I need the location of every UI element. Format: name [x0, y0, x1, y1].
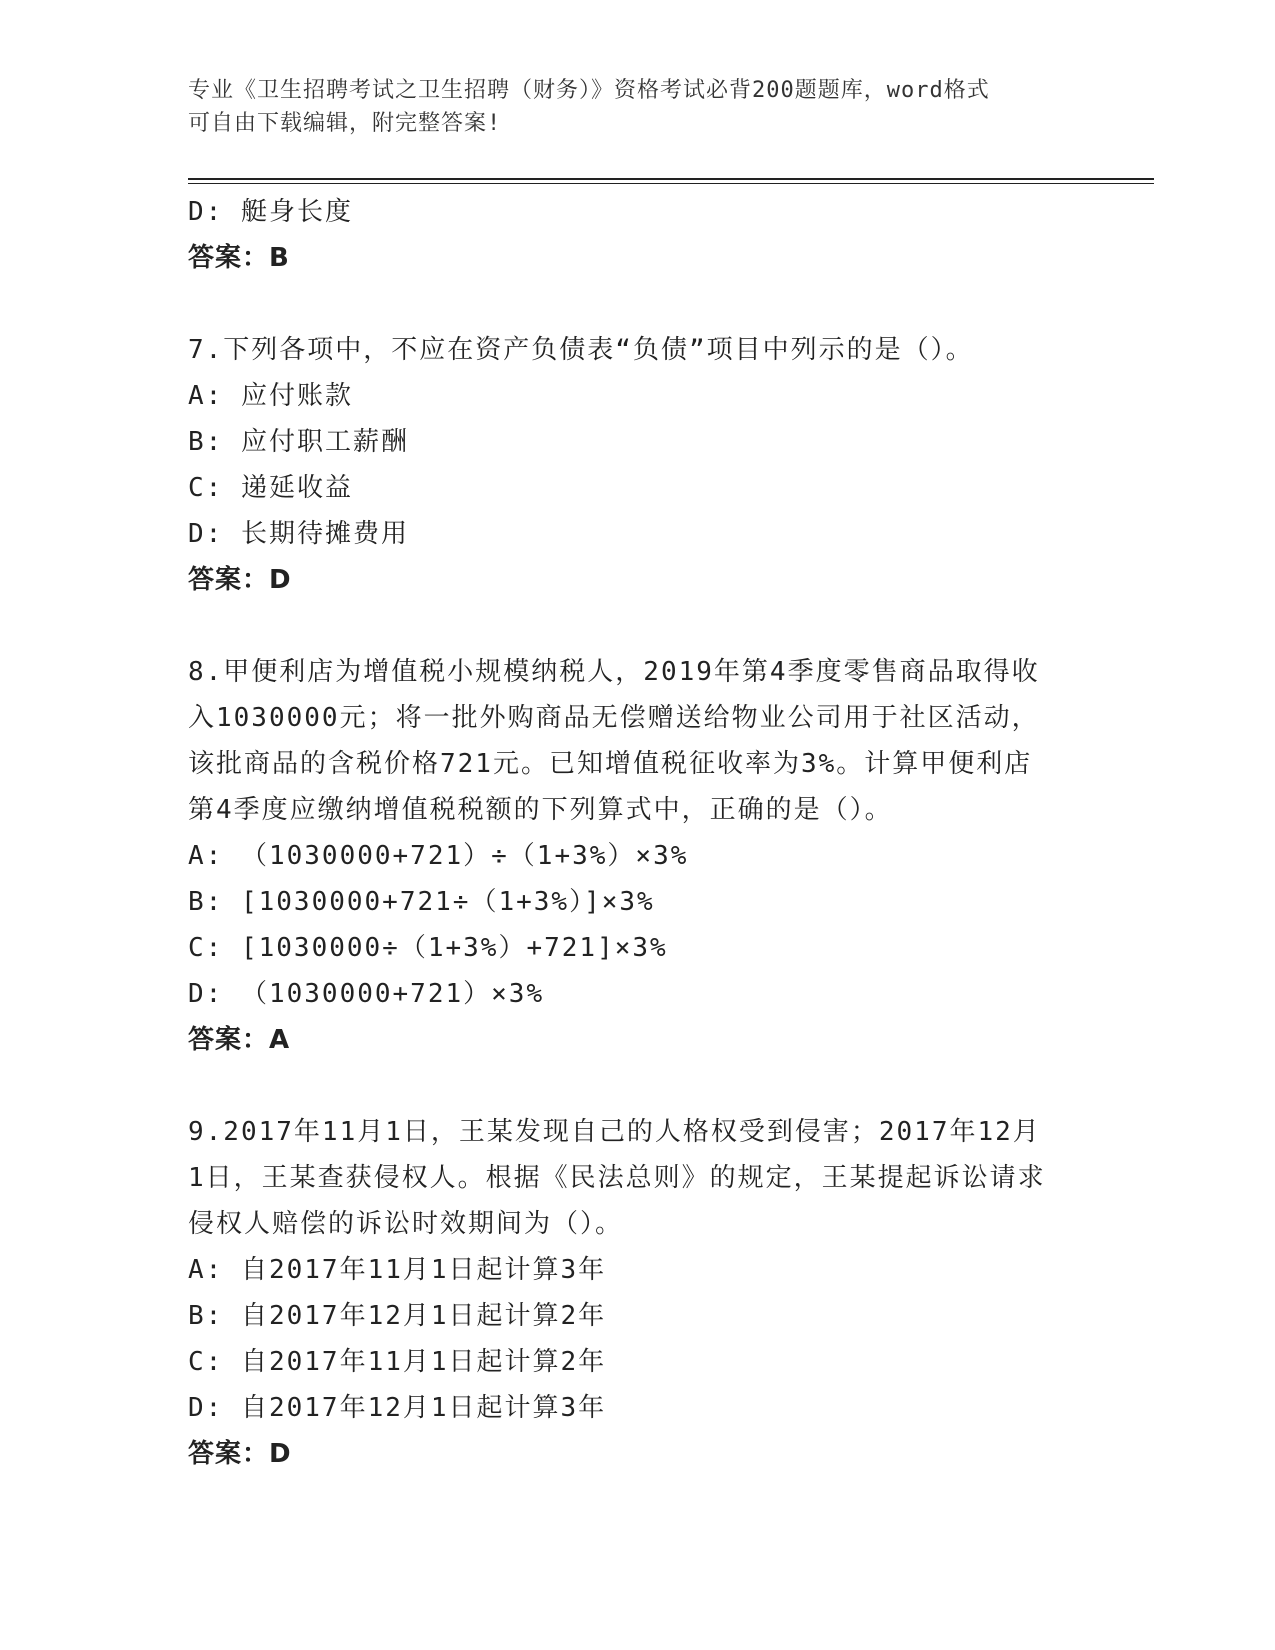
- option-b: B: [1030000+721÷（1+3%）]×3%: [188, 887, 655, 917]
- question-text-line: 该批商品的含税价格721元。已知增值税征收率为3%。计算甲便利店: [188, 749, 1033, 779]
- option-c: C: 递延收益: [188, 473, 353, 503]
- header-line-2: 可自由下载编辑，附完整答案!: [188, 111, 502, 136]
- option-b: B: 应付职工薪酬: [188, 427, 409, 457]
- answer: 答案：B: [188, 243, 290, 273]
- spacer: [188, 1063, 1088, 1109]
- question-list: [188, 189, 1088, 1477]
- question-text-line: 入1030000元；将一批外购商品无偿赠送给物业公司用于社区活动，: [188, 703, 1040, 733]
- header-rule-thin: [188, 183, 1154, 184]
- option-d: D: （1030000+721）×3%: [188, 979, 545, 1009]
- option-c: C: [1030000÷（1+3%）+721]×3%: [188, 933, 668, 963]
- option-a: A: （1030000+721）÷（1+3%）×3%: [188, 841, 689, 871]
- question-text: 7.下列各项中，不应在资产负债表“负债”项目中列示的是（）。: [188, 335, 974, 365]
- document-header: [188, 74, 1088, 140]
- question-text-line: 侵权人赔偿的诉讼时效期间为（）。: [188, 1209, 624, 1239]
- question-text-line: 第4季度应缴纳增值税税额的下列算式中，正确的是（）。: [188, 795, 893, 825]
- option-d: D: 艇身长度: [188, 197, 353, 227]
- answer: 答案：A: [188, 1025, 291, 1055]
- option-c: C: 自2017年11月1日起计算2年: [188, 1347, 607, 1377]
- question-text-line: 1日，王某查获侵权人。根据《民法总则》的规定，王某提起诉讼请求: [188, 1163, 1046, 1193]
- option-d: D: 长期待摊费用: [188, 519, 409, 549]
- question-9: [188, 1109, 1088, 1477]
- answer: 答案：D: [188, 1439, 292, 1469]
- header-line-1: 专业《卫生招聘考试之卫生招聘（财务）》资格考试必背200题题库，word格式: [188, 78, 990, 103]
- question-7: [188, 327, 1088, 603]
- header-rule-thick: [188, 178, 1154, 180]
- option-a: A: 应付账款: [188, 381, 353, 411]
- spacer: [188, 603, 1088, 649]
- question-text-line: 9.2017年11月1日，王某发现自己的人格权受到侵害；2017年12月: [188, 1117, 1041, 1147]
- option-d: D: 自2017年12月1日起计算3年: [188, 1393, 607, 1423]
- spacer: [188, 281, 1088, 327]
- option-b: B: 自2017年12月1日起计算2年: [188, 1301, 607, 1331]
- answer: 答案：D: [188, 565, 292, 595]
- question-text-line: 8.甲便利店为增值税小规模纳税人，2019年第4季度零售商品取得收: [188, 657, 1040, 687]
- question-8: [188, 649, 1088, 1063]
- option-a: A: 自2017年11月1日起计算3年: [188, 1255, 607, 1285]
